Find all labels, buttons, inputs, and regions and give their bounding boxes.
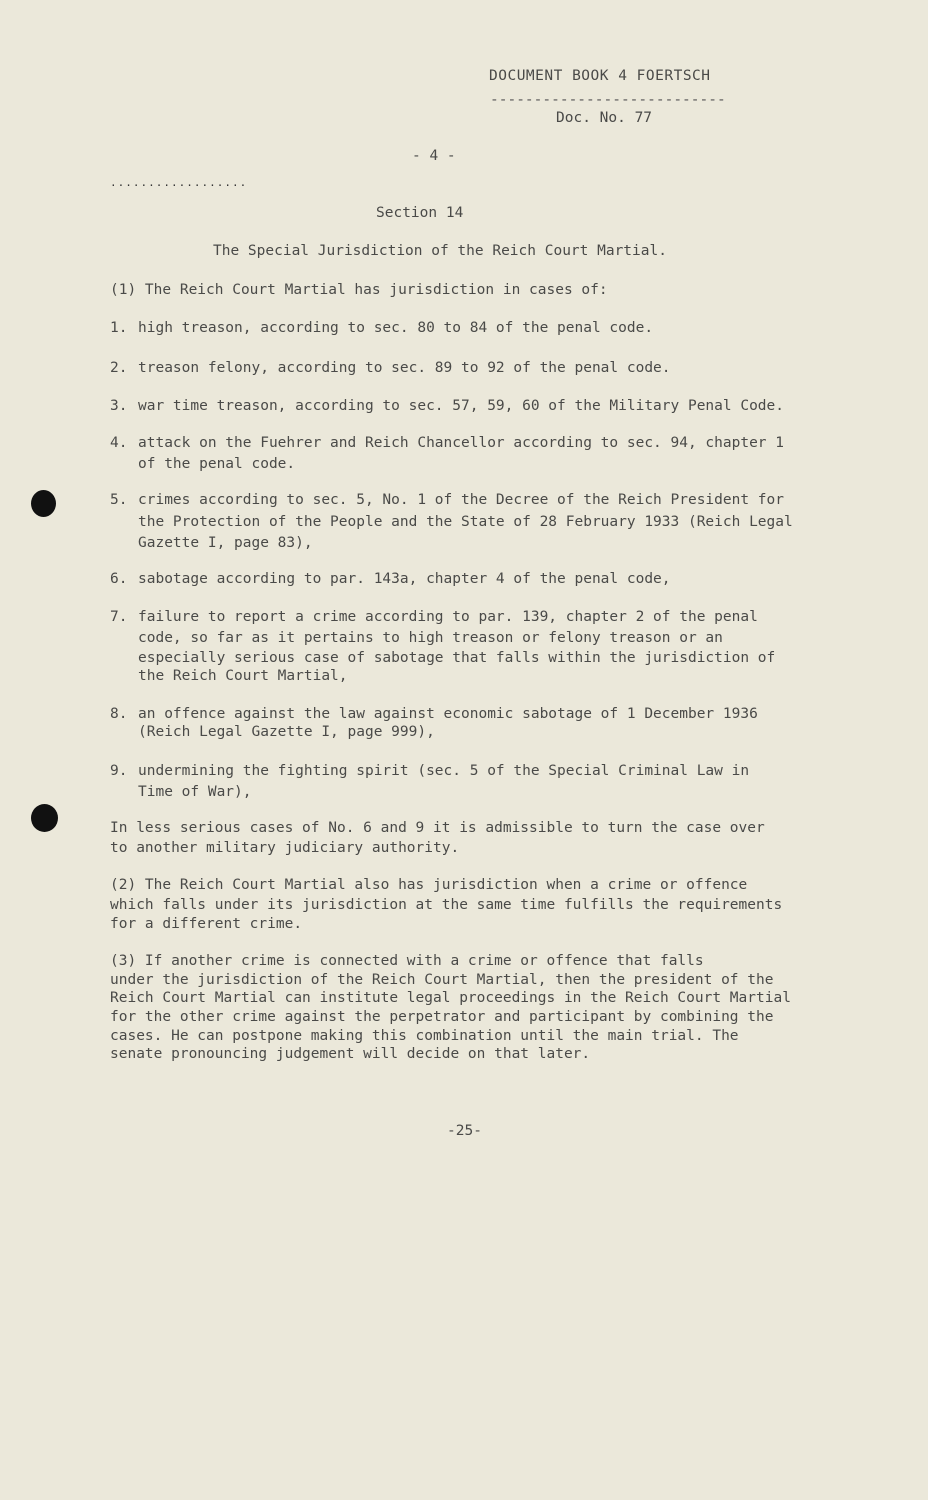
item-number: 5. [110,492,128,508]
paragraph-2: which falls under its jurisdiction at the same time fulfills the requirements [110,897,783,913]
item-number: 4. [110,435,128,451]
paragraph-3: under the jurisdiction of the Reich Court Martial, then the president of the [110,972,774,988]
item-text: undermining the fighting spirit (sec. 5 of the Special Criminal Law in [138,763,750,779]
paragraph-3: for the other crime against the perpetrator and participant by combining the [110,1009,774,1025]
header-rule: --------------------------- [490,92,726,108]
item-text: sabotage according to par. 143a, chapter 4 of the penal code, [138,571,671,587]
item-number: 2. [110,360,128,376]
page-marker: - 4 - [412,148,456,164]
item-number: 1. [110,320,128,336]
item-text: crimes according to sec. 5, No. 1 of the Decree of the Reich President for [138,492,785,508]
item-number: 9. [110,763,128,779]
item-text: Gazette I, page 83), [138,535,313,551]
item-text: attack on the Fuehrer and Reich Chancellor according to sec. 94, chapter 1 [138,435,785,451]
paragraph-2: (2) The Reich Court Martial also has jurisdiction when a crime or offence [110,877,748,893]
item-number: 6. [110,571,128,587]
paragraph-3: senate pronouncing judgement will decide on that later. [110,1046,591,1062]
paragraph-3: cases. He can postpone making this combination until the main trial. The [110,1028,739,1044]
item-text: of the penal code. [138,456,296,472]
item-text: Time of War), [138,784,252,800]
paragraph-3: (3) If another crime is connected with a crime or offence that falls [110,953,704,969]
item-text: an offence against the law against economic sabotage of 1 December 1936 [138,706,758,722]
document-book-title: DOCUMENT BOOK 4 FOERTSCH [489,68,711,84]
less-serious-paragraph: In less serious cases of No. 6 and 9 it is admissible to turn the case over [110,820,765,836]
intro-paragraph: (1) The Reich Court Martial has jurisdiction in cases of: [110,282,608,298]
item-text: the Reich Court Martial, [138,668,348,684]
dotted-separator: .................. [110,176,248,189]
item-text: (Reich Legal Gazette I, page 999), [138,724,435,740]
item-number: 3. [110,398,128,414]
section-subtitle: The Special Jurisdiction of the Reich Court Martial. [213,243,667,259]
item-text: especially serious case of sabotage that falls within the jurisdiction of [138,650,776,666]
item-text: treason felony, according to sec. 89 to 92 of the penal code. [138,360,671,376]
item-text: high treason, according to sec. 80 to 84 of the penal code. [138,320,654,336]
punch-hole [31,804,58,832]
item-text: code, so far as it pertains to high treason or felony treason or an [138,630,723,646]
document-number: Doc. No. 77 [556,110,653,126]
item-number: 8. [110,706,128,722]
item-number: 7. [110,609,128,625]
punch-hole [31,490,56,517]
section-heading: Section 14 [376,205,464,221]
footer-page-number: -25- [447,1123,482,1139]
item-text: war time treason, according to sec. 57, 59, 60 of the Military Penal Code. [138,398,785,414]
item-text: failure to report a crime according to par. 139, chapter 2 of the penal [138,609,758,625]
paragraph-2: for a different crime. [110,916,303,932]
less-serious-paragraph: to another military judiciary authority. [110,840,460,856]
paragraph-3: Reich Court Martial can institute legal proceedings in the Reich Court Martial [110,990,791,1006]
item-text: the Protection of the People and the State of 28 February 1933 (Reich Legal [138,514,793,530]
